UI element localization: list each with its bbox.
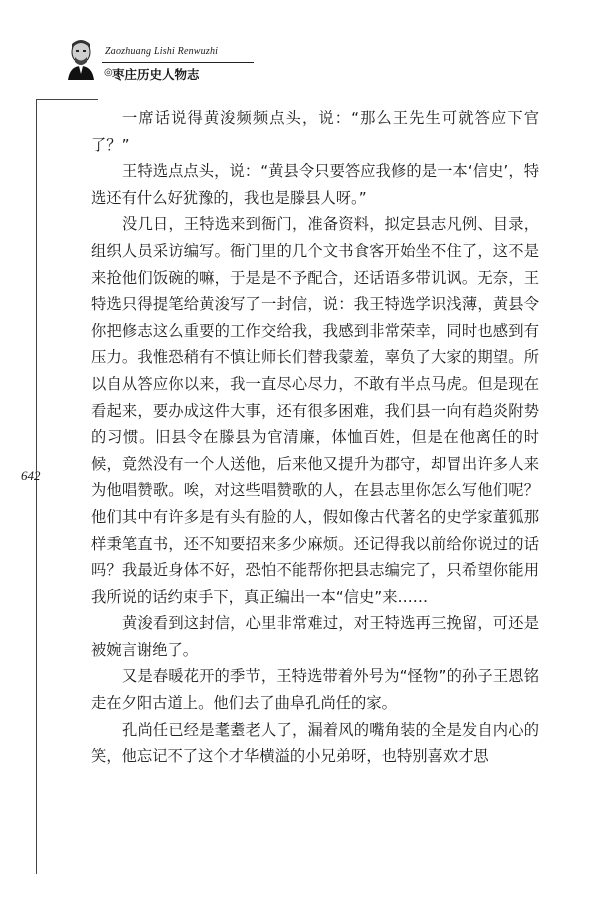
body-text — [91, 105, 539, 770]
page-number: 642 — [21, 468, 41, 483]
author-portrait-icon — [66, 38, 96, 80]
paragraph: 一席话说得黄浚频频点头，说：“那么王先生可就答应下官了？” — [91, 109, 539, 154]
paragraph: 黄浚看到这封信，心里非常难过，对王特选再三挽留，可还是被婉言谢绝了。 — [91, 614, 539, 659]
margin-rule-vertical — [36, 99, 37, 874]
paragraph: 又是春暖花开的季节，王特选带着外号为“怪物”的孙子王恩铭走在夕阳古道上。他们去了曲阜孔尚任的家。 — [91, 667, 539, 713]
paragraph: 孔尚任已经是耄耋老人了，漏着风的嘴角装的全是发自内心的笑，他忘记不了这个才华横溢的小兄弟呀，也特别喜欢才思 — [91, 720, 539, 766]
header-circle-mark: ◎ — [104, 67, 113, 78]
series-title-cn: 枣庄历史人物志 — [112, 67, 200, 82]
paragraph: 王特选点点头，说：“黄县令只要答应我修的是一本‘信史’，特选还有什么好犹豫的，我也是滕县人呀。” — [91, 162, 539, 207]
paragraph: 没几日，王特选来到衙门，准备资料，拟定县志凡例、目录，组织人员采访编写。衙门里的几个文书食客开始坐不住了，这不是来抢他们饭碗的嘛，于是是不予配合，还话语多带讥讽。无奈，王特选只得提笔给黄浚写了一封信，说：我王特选学识浅薄，黄县令你把修志这么重要的工作交给我，我感到非常荣幸，同时也感到有压力。我惟恐稍有不慎让师长们替我蒙羞，辜负了大家的期望。所以自从答应你以来，我一直尽心尽力，不敢有半点马虎。但是现在看起来，要办成这件大事，还有很多困难，我们县一向有趋炎附势的习惯。旧县令在滕县为官清廉，体恤百姓，但是在他离任的时候，竟然没有一个人送他，后来他又提升为郡守，却冒出许多人来为他唱赞歌。唉，对这些唱赞歌的人，在县志里你怎么写他们呢？他们其中有许多是有头有脸的人，假如像古代著名的史学家董狐那样秉笔直书，还不知要招来多少麻烦。还记得我以前给你说过的话吗？我最近身体不好，恐怕不能帮你把县志编完了，只希望你能用我所说的话约束手下，真正编出一本“信史”来…… — [91, 215, 539, 606]
margin-rule-horizontal — [36, 99, 98, 100]
series-title-latin: Zaozhuang Lishi Renwuzhi — [105, 46, 219, 57]
header-rule — [102, 62, 254, 63]
